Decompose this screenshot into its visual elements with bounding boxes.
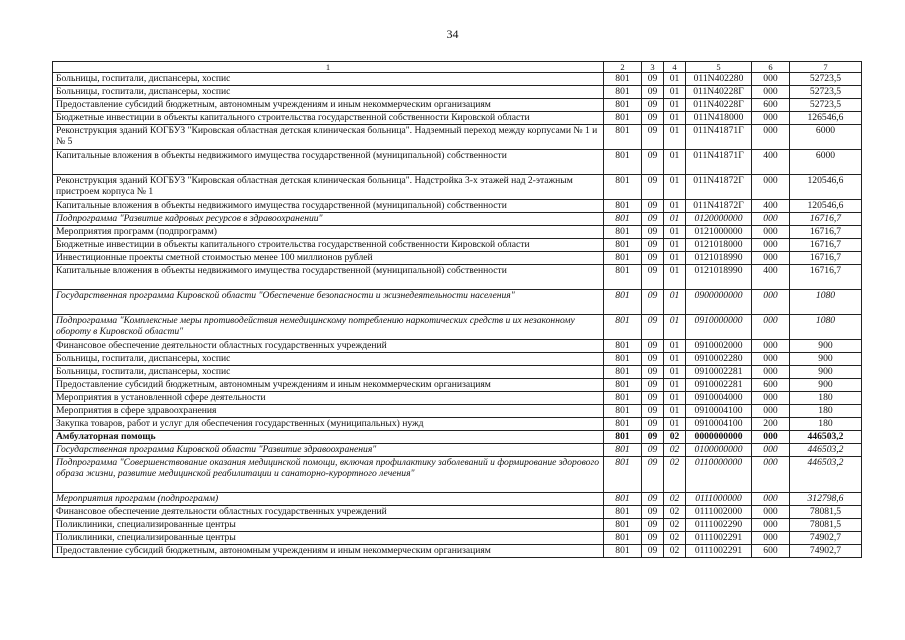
cell-subsection: 01 [664,86,686,99]
cell-subsection: 02 [664,519,686,532]
cell-expense-type: 600 [752,379,790,392]
cell-ministry-code: 801 [604,213,642,226]
cell-name: Больницы, госпитали, диспансеры, хоспис [53,73,604,86]
cell-name: Предоставление субсидий бюджетным, автономным учреждениям и иным некоммерческим организациям [53,99,604,112]
cell-section: 09 [642,226,664,239]
cell-target-item: 0120000000 [686,213,752,226]
cell-subsection: 01 [664,315,686,340]
cell-subsection: 02 [664,506,686,519]
header-cell-5: 5 [686,62,752,73]
cell-amount: 120546,6 [790,175,862,200]
cell-expense-type: 000 [752,73,790,86]
cell-ministry-code: 801 [604,532,642,545]
cell-ministry-code: 801 [604,444,642,457]
cell-section: 09 [642,532,664,545]
cell-name: Реконструкция зданий КОГБУЗ "Кировская областная детская клиническая больница". Надземный переход между корпусами № 1 и № 5 [53,125,604,150]
cell-section: 09 [642,545,664,558]
cell-name: Больницы, госпитали, диспансеры, хоспис [53,353,604,366]
cell-amount: 16716,7 [790,239,862,252]
cell-amount: 74902,7 [790,545,862,558]
header-cell-2: 2 [604,62,642,73]
cell-ministry-code: 801 [604,379,642,392]
table-row [53,457,862,493]
cell-amount: 6000 [790,125,862,150]
header-cell-3: 3 [642,62,664,73]
cell-section: 09 [642,252,664,265]
cell-name: Закупка товаров, работ и услуг для обеспечения государственных (муниципальных) нужд [53,418,604,431]
cell-expense-type: 400 [752,200,790,213]
cell-expense-type: 600 [752,545,790,558]
cell-ministry-code: 801 [604,545,642,558]
cell-amount: 900 [790,353,862,366]
cell-expense-type: 000 [752,340,790,353]
table-row [53,99,862,112]
table-row [53,125,862,150]
cell-target-item: 0111002291 [686,545,752,558]
cell-ministry-code: 801 [604,506,642,519]
cell-expense-type: 000 [752,493,790,506]
cell-section: 09 [642,506,664,519]
cell-expense-type: 000 [752,444,790,457]
cell-section: 09 [642,444,664,457]
table-row [53,418,862,431]
cell-subsection: 01 [664,340,686,353]
cell-section: 09 [642,379,664,392]
cell-ministry-code: 801 [604,493,642,506]
cell-name: Финансовое обеспечение деятельности областных государственных учреждений [53,506,604,519]
cell-expense-type: 000 [752,290,790,315]
cell-name: Государственная программа Кировской области "Обеспечение безопасности и жизнедеятельности населения" [53,290,604,315]
cell-amount: 16716,7 [790,252,862,265]
header-cell-7: 7 [790,62,862,73]
cell-target-item: 011N41871Г [686,125,752,150]
cell-ministry-code: 801 [604,175,642,200]
cell-ministry-code: 801 [604,99,642,112]
cell-subsection: 01 [664,175,686,200]
cell-section: 09 [642,112,664,125]
cell-subsection: 01 [664,392,686,405]
cell-name: Бюджетные инвестиции в объекты капитального строительства государственной собственности Кировской области [53,239,604,252]
cell-section: 09 [642,200,664,213]
cell-expense-type: 000 [752,239,790,252]
cell-amount: 180 [790,392,862,405]
cell-section: 09 [642,457,664,493]
cell-amount: 52723,5 [790,86,862,99]
cell-amount: 52723,5 [790,73,862,86]
table-row [53,290,862,315]
cell-subsection: 01 [664,226,686,239]
cell-target-item: 011N41871Г [686,150,752,175]
cell-name: Поликлиники, специализированные центры [53,519,604,532]
cell-ministry-code: 801 [604,112,642,125]
table-body [53,62,862,558]
cell-section: 09 [642,392,664,405]
table-row [53,239,862,252]
cell-target-item: 0910004100 [686,405,752,418]
cell-subsection: 01 [664,150,686,175]
cell-subsection: 01 [664,405,686,418]
cell-expense-type: 600 [752,99,790,112]
cell-name: Государственная программа Кировской области "Развитие здравоохранения" [53,444,604,457]
cell-expense-type: 000 [752,353,790,366]
cell-amount: 446503,2 [790,444,862,457]
cell-expense-type: 200 [752,418,790,431]
cell-section: 09 [642,99,664,112]
cell-amount: 446503,2 [790,431,862,444]
cell-target-item: 011N41872Г [686,175,752,200]
cell-ministry-code: 801 [604,150,642,175]
cell-target-item: 0910002281 [686,379,752,392]
table-row [53,175,862,200]
cell-name: Подпрограмма "Развитие кадровых ресурсов в здравоохранении" [53,213,604,226]
cell-target-item: 0900000000 [686,290,752,315]
cell-section: 09 [642,519,664,532]
cell-amount: 180 [790,405,862,418]
cell-subsection: 01 [664,252,686,265]
cell-ministry-code: 801 [604,290,642,315]
cell-section: 09 [642,175,664,200]
cell-ministry-code: 801 [604,226,642,239]
table-row [53,532,862,545]
cell-expense-type: 000 [752,392,790,405]
cell-amount: 6000 [790,150,862,175]
cell-target-item: 0910002280 [686,353,752,366]
cell-target-item: 0121018990 [686,252,752,265]
cell-section: 09 [642,265,664,290]
cell-amount: 16716,7 [790,226,862,239]
table-row [53,265,862,290]
cell-subsection: 01 [664,213,686,226]
cell-subsection: 01 [664,290,686,315]
cell-ministry-code: 801 [604,392,642,405]
table-row [53,444,862,457]
cell-ministry-code: 801 [604,340,642,353]
header-cell-4: 4 [664,62,686,73]
cell-amount: 900 [790,379,862,392]
table-row [53,545,862,558]
cell-ministry-code: 801 [604,431,642,444]
cell-subsection: 01 [664,379,686,392]
cell-expense-type: 000 [752,213,790,226]
cell-expense-type: 000 [752,226,790,239]
cell-section: 09 [642,418,664,431]
cell-target-item: 0910002281 [686,366,752,379]
cell-target-item: 0910000000 [686,315,752,340]
cell-amount: 180 [790,418,862,431]
cell-expense-type: 000 [752,112,790,125]
cell-amount: 900 [790,366,862,379]
cell-expense-type: 400 [752,150,790,175]
cell-expense-type: 000 [752,366,790,379]
cell-name: Бюджетные инвестиции в объекты капитального строительства государственной собственности Кировской области [53,112,604,125]
cell-target-item: 0121018000 [686,239,752,252]
cell-expense-type: 000 [752,532,790,545]
cell-section: 09 [642,353,664,366]
cell-name: Предоставление субсидий бюджетным, автономным учреждениям и иным некоммерческим организациям [53,545,604,558]
cell-amount: 16716,7 [790,265,862,290]
cell-ministry-code: 801 [604,252,642,265]
cell-ministry-code: 801 [604,519,642,532]
cell-section: 09 [642,431,664,444]
table-row [53,86,862,99]
cell-name: Амбулаторная помощь [53,431,604,444]
cell-name: Предоставление субсидий бюджетным, автономным учреждениям и иным некоммерческим организациям [53,379,604,392]
cell-subsection: 01 [664,112,686,125]
cell-subsection: 02 [664,493,686,506]
cell-subsection: 01 [664,265,686,290]
cell-amount: 1080 [790,315,862,340]
cell-target-item: 0100000000 [686,444,752,457]
table-row [53,252,862,265]
cell-ministry-code: 801 [604,418,642,431]
cell-expense-type: 000 [752,125,790,150]
cell-subsection: 01 [664,125,686,150]
cell-ministry-code: 801 [604,73,642,86]
cell-expense-type: 000 [752,431,790,444]
table-row [53,366,862,379]
table-row [53,493,862,506]
cell-target-item: 011N418000 [686,112,752,125]
cell-expense-type: 000 [752,315,790,340]
cell-ministry-code: 801 [604,265,642,290]
cell-target-item: 0000000000 [686,431,752,444]
table-row [53,200,862,213]
cell-name: Мероприятия в сфере здравоохранения [53,405,604,418]
cell-section: 09 [642,213,664,226]
cell-name: Мероприятия программ (подпрограмм) [53,226,604,239]
cell-name: Капитальные вложения в объекты недвижимого имущества государственной (муниципальной) собственности [53,150,604,175]
table-row [53,213,862,226]
cell-amount: 312798,6 [790,493,862,506]
table-row [53,519,862,532]
cell-section: 09 [642,125,664,150]
cell-expense-type: 000 [752,457,790,493]
cell-target-item: 011N402280 [686,73,752,86]
cell-section: 09 [642,366,664,379]
cell-amount: 120546,6 [790,200,862,213]
cell-name: Подпрограмма "Комплексные меры противодействия немедицинскому потреблению наркотических средств и их незаконному обороту в Кировской области" [53,315,604,340]
cell-expense-type: 000 [752,86,790,99]
cell-subsection: 02 [664,457,686,493]
cell-target-item: 011N40228Г [686,99,752,112]
cell-expense-type: 000 [752,519,790,532]
cell-section: 09 [642,73,664,86]
cell-target-item: 011N41872Г [686,200,752,213]
cell-amount: 16716,7 [790,213,862,226]
cell-section: 09 [642,340,664,353]
cell-subsection: 02 [664,545,686,558]
budget-table [52,61,862,558]
cell-name: Больницы, госпитали, диспансеры, хоспис [53,366,604,379]
cell-target-item: 0121000000 [686,226,752,239]
cell-expense-type: 000 [752,506,790,519]
header-cell-1: 1 [53,62,604,73]
table-row [53,353,862,366]
header-cell-6: 6 [752,62,790,73]
cell-target-item: 0910004100 [686,418,752,431]
cell-name: Капитальные вложения в объекты недвижимого имущества государственной (муниципальной) собственности [53,200,604,213]
cell-target-item: 0111000000 [686,493,752,506]
table-row [53,112,862,125]
cell-amount: 126546,6 [790,112,862,125]
table-row [53,150,862,175]
cell-target-item: 0121018990 [686,265,752,290]
cell-subsection: 01 [664,200,686,213]
cell-target-item: 0910004000 [686,392,752,405]
cell-name: Поликлиники, специализированные центры [53,532,604,545]
cell-name: Больницы, госпитали, диспансеры, хоспис [53,86,604,99]
cell-amount: 1080 [790,290,862,315]
cell-subsection: 01 [664,99,686,112]
cell-name: Инвестиционные проекты сметной стоимостью менее 100 миллионов рублей [53,252,604,265]
table-row [53,405,862,418]
cell-target-item: 0110000000 [686,457,752,493]
header-row [53,62,862,73]
cell-ministry-code: 801 [604,239,642,252]
cell-name: Мероприятия программ (подпрограмм) [53,493,604,506]
cell-section: 09 [642,86,664,99]
cell-target-item: 0111002291 [686,532,752,545]
table-row [53,392,862,405]
table-row [53,226,862,239]
table-row [53,73,862,86]
cell-target-item: 0910002000 [686,340,752,353]
cell-ministry-code: 801 [604,366,642,379]
cell-section: 09 [642,150,664,175]
cell-name: Подпрограмма "Совершенствование оказания медицинской помощи, включая профилактику заболеваний и формирование здорового образа жизни, развитие медицинской реабилитации и санаторно-курортного лечения" [53,457,604,493]
cell-subsection: 02 [664,532,686,545]
cell-ministry-code: 801 [604,405,642,418]
cell-subsection: 02 [664,431,686,444]
cell-amount: 78081,5 [790,506,862,519]
table-row [53,315,862,340]
cell-name: Мероприятия в установленной сфере деятельности [53,392,604,405]
cell-ministry-code: 801 [604,315,642,340]
cell-amount: 900 [790,340,862,353]
cell-target-item: 0111002000 [686,506,752,519]
cell-ministry-code: 801 [604,200,642,213]
table-row [53,431,862,444]
cell-subsection: 01 [664,418,686,431]
cell-name: Финансовое обеспечение деятельности областных государственных учреждений [53,340,604,353]
cell-section: 09 [642,315,664,340]
cell-section: 09 [642,493,664,506]
table-row [53,379,862,392]
cell-expense-type: 000 [752,175,790,200]
cell-ministry-code: 801 [604,457,642,493]
cell-ministry-code: 801 [604,125,642,150]
cell-expense-type: 000 [752,405,790,418]
cell-expense-type: 400 [752,265,790,290]
cell-amount: 78081,5 [790,519,862,532]
table-row [53,340,862,353]
cell-target-item: 0111002290 [686,519,752,532]
cell-amount: 52723,5 [790,99,862,112]
cell-name: Реконструкция зданий КОГБУЗ "Кировская областная детская клиническая больница". Надстройка 3-х этажей над 2-этажным пристроем корпуса № 1 [53,175,604,200]
cell-expense-type: 000 [752,252,790,265]
cell-subsection: 01 [664,366,686,379]
cell-target-item: 011N40228Г [686,86,752,99]
cell-amount: 74902,7 [790,532,862,545]
page-number: 34 [446,27,459,41]
cell-ministry-code: 801 [604,353,642,366]
cell-section: 09 [642,405,664,418]
table-row [53,506,862,519]
cell-subsection: 01 [664,353,686,366]
cell-section: 09 [642,239,664,252]
cell-section: 09 [642,290,664,315]
cell-name: Капитальные вложения в объекты недвижимого имущества государственной (муниципальной) собственности [53,265,604,290]
cell-subsection: 01 [664,239,686,252]
cell-subsection: 02 [664,444,686,457]
cell-subsection: 01 [664,73,686,86]
cell-amount: 446503,2 [790,457,862,493]
cell-ministry-code: 801 [604,86,642,99]
